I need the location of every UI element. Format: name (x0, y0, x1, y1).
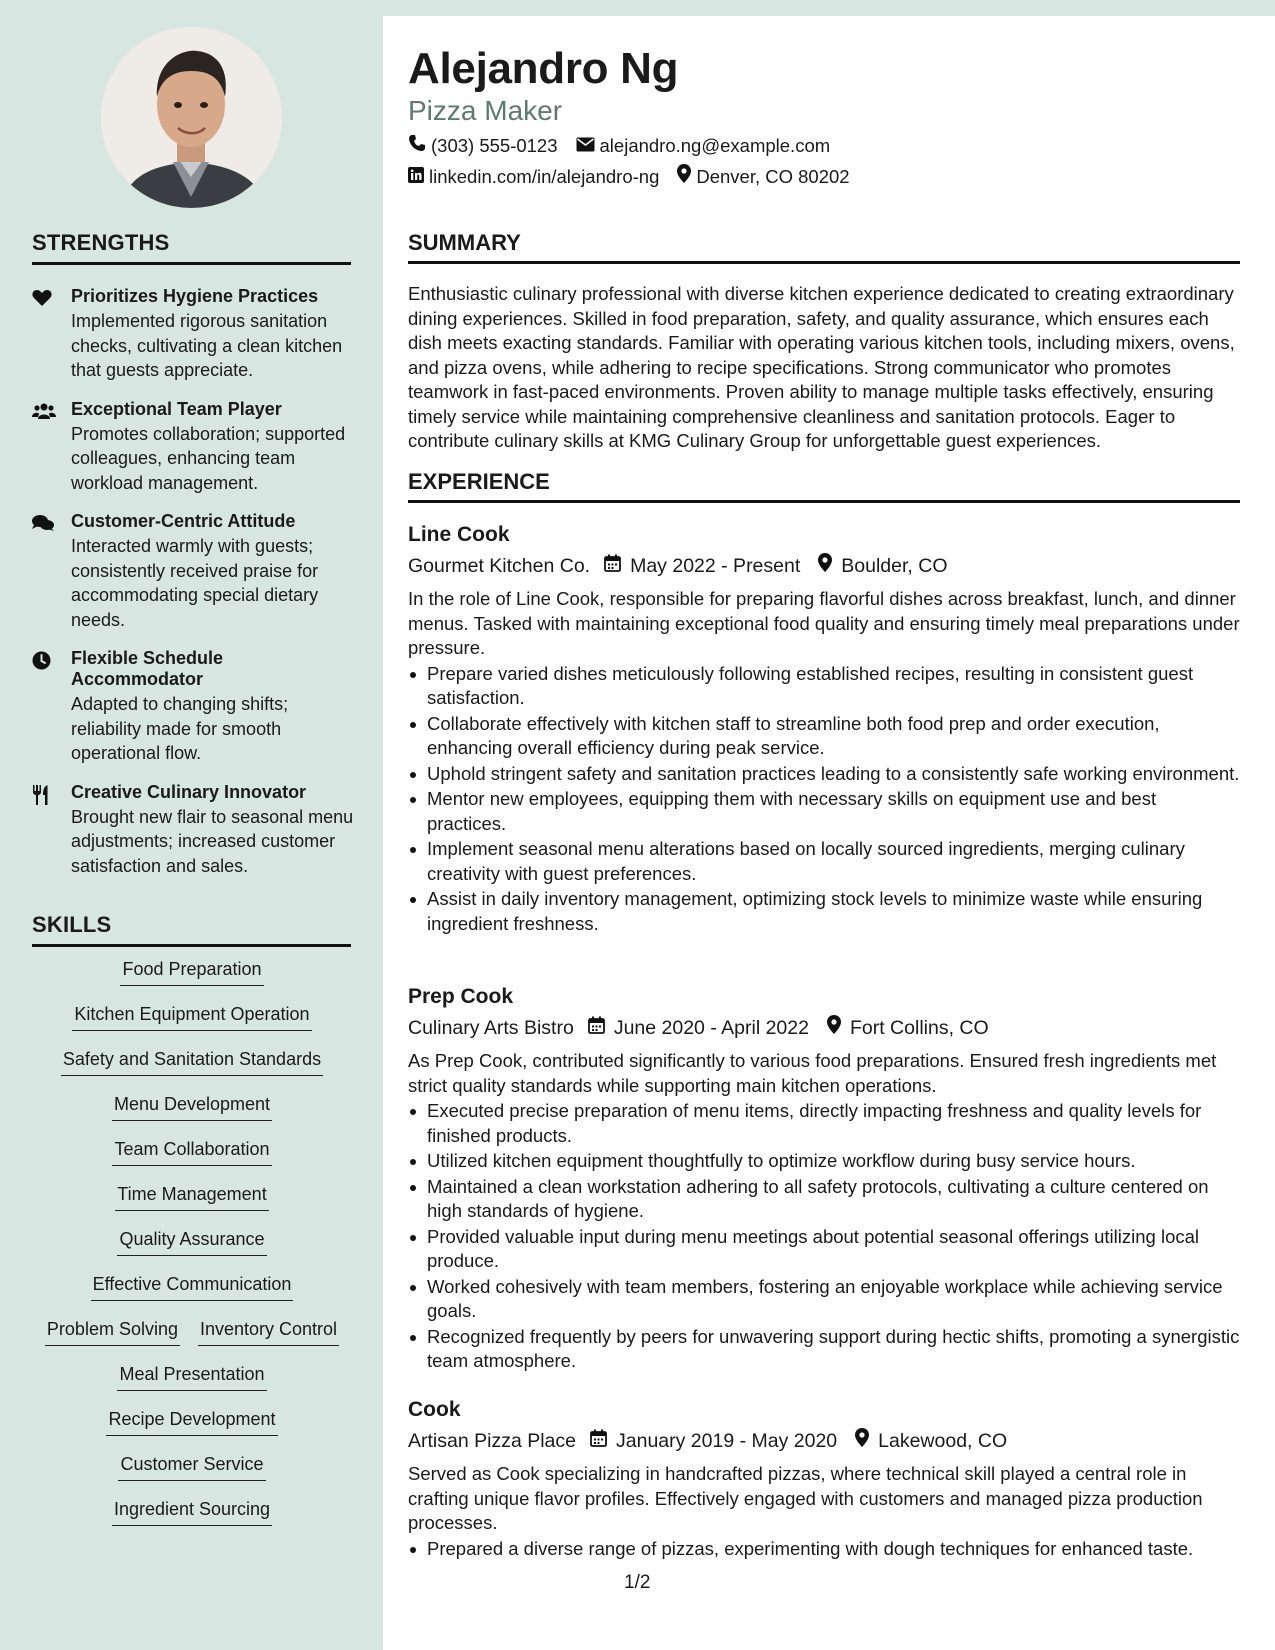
strength-item (32, 511, 354, 632)
job-title: Prep Cook (408, 985, 514, 1008)
map-pin-icon (677, 164, 696, 189)
strength-item (32, 648, 354, 766)
clock-icon (32, 648, 71, 766)
strength-item (32, 782, 354, 879)
experience-heading: EXPERIENCE (408, 469, 1240, 503)
candidate-role: Pizza Maker (408, 95, 563, 126)
phone-icon (408, 134, 431, 158)
strength-desc: Promotes collaboration; supported colleagues, enhancing team workload management. (71, 423, 346, 493)
job-bullets (408, 1099, 1240, 1374)
skill-tag: Food Preparation (120, 958, 263, 986)
strength-title: Customer-Centric Attitude (71, 511, 296, 531)
job-bullets (408, 1537, 1240, 1562)
skill-tag: Kitchen Equipment Operation (72, 1003, 311, 1031)
job-dates: June 2020 - April 2022 (613, 1017, 809, 1039)
skill-tag: Effective Communication (91, 1273, 294, 1301)
strength-item (32, 399, 354, 496)
job-meta (408, 553, 1240, 579)
strength-desc: Implemented rigorous sanitation checks, cultivating a clean kitchen that guests appreciate. (71, 311, 343, 380)
map-pin-icon (855, 1428, 878, 1454)
envelope-icon (576, 134, 600, 158)
phone-item (408, 134, 558, 158)
skill-tag: Problem Solving (45, 1318, 180, 1346)
company-name: Artisan Pizza Place (408, 1430, 576, 1452)
comments-icon (32, 511, 71, 632)
skills-list (32, 958, 352, 1543)
list-item: Uphold stringent safety and sanitation practices leading to a consistently safe working environment. (408, 762, 1240, 787)
strength-title: Exceptional Team Player (71, 398, 282, 419)
job-description: As Prep Cook, contributed significantly to various food preparations. Ensured fresh ingredients met strict quality standards while supporting main kitchen operations. (408, 1050, 1217, 1096)
job-title: Line Cook (408, 523, 510, 546)
location-text: Denver, CO 80202 (696, 165, 850, 187)
list-item: Prepared a diverse range of pizzas, experimenting with dough techniques for enhanced taste. (408, 1537, 1240, 1562)
job-location: Lakewood, CO (878, 1430, 1008, 1452)
job-meta (408, 1428, 1240, 1454)
list-item: Assist in daily inventory management, optimizing stock levels to minimize waste while ensuring ingredient freshness. (408, 887, 1240, 936)
skill-tag: Team Collaboration (112, 1138, 271, 1166)
skill-tag: Recipe Development (106, 1408, 277, 1436)
list-item: Implement seasonal menu alterations based on locally sourced ingredients, merging culinary creativity with guest preferences. (408, 837, 1240, 886)
linkedin-link[interactable]: linkedin.com/in/alejandro-ng (429, 165, 660, 187)
job-entry (408, 522, 1240, 937)
skill-tag: Ingredient Sourcing (112, 1498, 272, 1526)
list-item: Utilized kitchen equipment thoughtfully to optimize workflow during busy service hours. (408, 1149, 1240, 1174)
list-item: Recognized frequently by peers for unwavering support during hectic shifts, promoting a synergistic team atmosphere. (408, 1325, 1240, 1374)
summary-heading: SUMMARY (408, 230, 1240, 264)
list-item: Provided valuable input during menu meetings about potential seasonal offerings utilizing local produce. (408, 1225, 1240, 1274)
strengths-list (32, 286, 354, 894)
main-content (383, 16, 1275, 1650)
skill-tag: Inventory Control (198, 1318, 339, 1346)
strength-item (32, 286, 354, 383)
candidate-name: Alejandro Ng (408, 44, 679, 93)
job-location: Fort Collins, CO (849, 1017, 989, 1039)
job-title: Cook (408, 1398, 461, 1421)
skill-tag: Menu Development (112, 1093, 272, 1121)
skill-tag: Safety and Sanitation Standards (61, 1048, 323, 1076)
job-meta (408, 1015, 1240, 1041)
strength-desc: Adapted to changing shifts; reliability made for smooth operational flow. (71, 694, 289, 763)
list-item: Executed precise preparation of menu items, directly impacting freshness and quality levels for finished products. (408, 1099, 1240, 1148)
calendar-icon (604, 553, 630, 579)
skill-tag: Quality Assurance (117, 1228, 266, 1256)
job-description: In the role of Line Cook, responsible for preparing flavorful dishes across breakfast, lunch, and dinner menus. Tasked with maintaining exceptional food quality and ensuring timely meal preparations under pressure. (408, 588, 1240, 658)
strength-desc: Brought new flair to seasonal menu adjustments; increased customer satisfaction and sales. (71, 806, 354, 876)
calendar-icon (588, 1015, 614, 1041)
job-description: Served as Cook specializing in handcrafted pizzas, where technical skill played a central role in crafting unique flavor profiles. Effectively engaged with customers and managed pizza production processes. (408, 1463, 1203, 1533)
email-link[interactable]: alejandro.ng@example.com (599, 135, 831, 156)
strength-title: Creative Culinary Innovator (71, 781, 307, 802)
skills-heading: SKILLS (32, 912, 351, 947)
contact-row-2 (408, 164, 868, 189)
profile-photo (101, 27, 282, 208)
skill-tag: Meal Presentation (117, 1363, 266, 1391)
summary-text: Enthusiastic culinary professional with diverse kitchen experience dedicated to creating extraordinary dining experiences. Skilled in food preparation, safety, and quality assurance, which ensures each dish meets exacting standards. Familiar with operating various kitchen tools, including mixers, ovens, and pizza ovens, while adhering to recipe specifications. Strong communicator who promotes teamwork in fast-paced environments. Proven ability to manage multiple tasks effectively, ensuring timely service while maintaining comprehensive cleanliness and sanitation protocols. Eager to contribute culinary skills at KMG Culinary Group for unforgettable guest experiences. (408, 283, 1235, 451)
strength-title: Prioritizes Hygiene Practices (71, 286, 319, 306)
contact-row (408, 134, 848, 158)
strength-desc: Interacted warmly with guests; consistently received praise for accommodating special dietary needs. (71, 536, 319, 630)
skill-tag: Customer Service (118, 1453, 265, 1481)
phone-text: (303) 555-0123 (431, 135, 558, 156)
list-item: Prepare varied dishes meticulously following established recipes, resulting in consistent guest satisfaction. (408, 662, 1240, 711)
heart-icon (32, 286, 71, 383)
linkedin-icon (408, 165, 429, 189)
calendar-icon (590, 1428, 616, 1454)
company-name: Culinary Arts Bistro (408, 1017, 574, 1039)
page-number: 1/2 (624, 1572, 651, 1593)
skill-tag: Time Management (115, 1183, 268, 1211)
company-name: Gourmet Kitchen Co. (408, 555, 591, 577)
email-item[interactable] (576, 134, 831, 158)
sidebar (0, 0, 383, 1650)
job-location: Boulder, CO (841, 555, 948, 577)
map-pin-icon (818, 553, 841, 579)
list-item: Mentor new employees, equipping them with necessary skills on equipment use and best practices. (408, 787, 1240, 836)
list-item: Worked cohesively with team members, fostering an enjoyable workplace while achieving service goals. (408, 1275, 1240, 1324)
users-icon (32, 399, 71, 496)
list-item: Maintained a clean workstation adhering to all safety protocols, cultivating a culture centered on high standards of hygiene. (408, 1175, 1240, 1224)
linkedin-item[interactable] (408, 165, 659, 189)
job-entry (408, 984, 1240, 1375)
map-pin-icon (827, 1015, 850, 1041)
job-entry (408, 1397, 1240, 1562)
utensils-icon (32, 782, 71, 879)
job-dates: May 2022 - Present (630, 555, 801, 577)
job-dates: January 2019 - May 2020 (616, 1430, 838, 1452)
strength-title: Flexible Schedule Accommodator (71, 648, 224, 689)
location-item (677, 164, 849, 189)
strengths-heading: STRENGTHS (32, 230, 351, 265)
list-item: Collaborate effectively with kitchen staff to streamline both food prep and order execution, enhancing overall efficiency during peak service. (408, 712, 1240, 761)
job-bullets (408, 662, 1240, 937)
